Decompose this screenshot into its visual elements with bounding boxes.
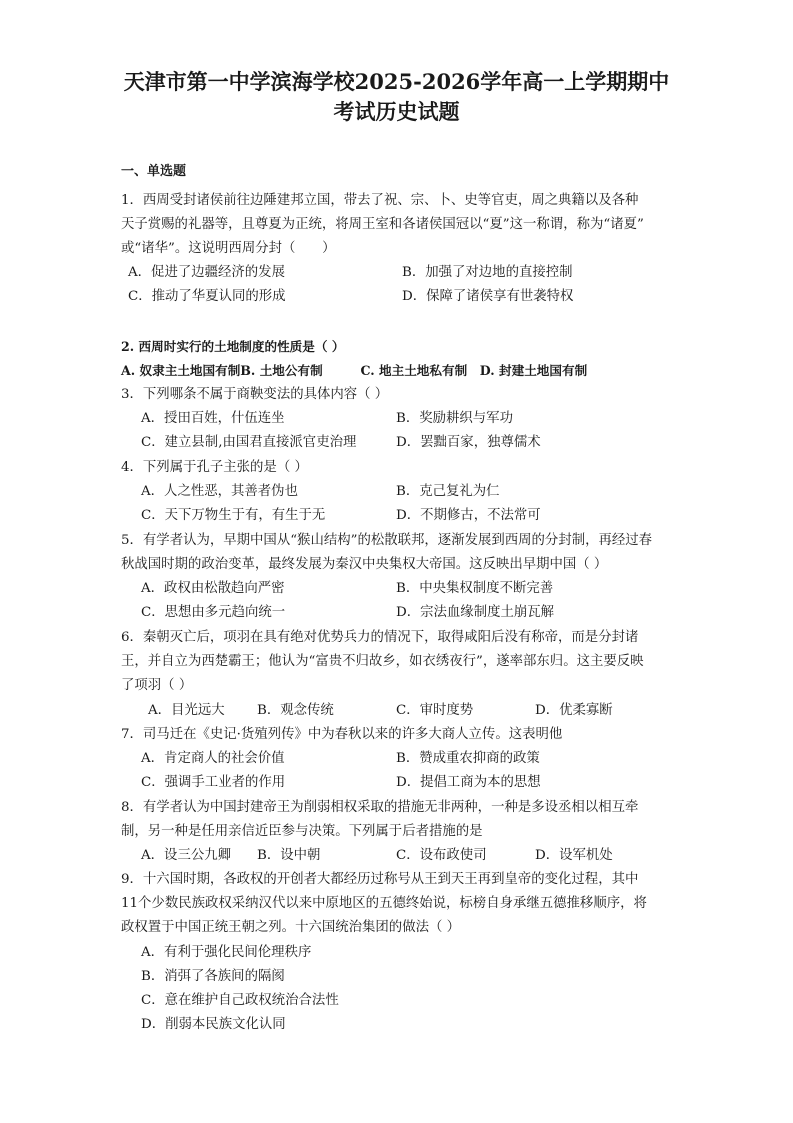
q6-stem-line3: 了项羽（ ）: [121, 678, 193, 693]
q4-option-a: A．人之性恶，其善者伪也: [141, 484, 298, 499]
q3-stem: 3．下列哪条不属于商鞅变法的具体内容（ ）: [121, 387, 389, 402]
q5-option-a: A．政权由松散趋向严密: [141, 581, 285, 596]
q1-option-b: B．加强了对边地的直接控制: [402, 265, 573, 280]
q9-option-b: B．消弭了各族间的隔阂: [141, 969, 285, 984]
q4-option-b: B．克己复礼为仁: [396, 484, 500, 499]
q1-stem-line3: 或“诸华”。这说明西周分封（ ）: [121, 241, 336, 256]
q8-option-d: D．设军机处: [535, 848, 613, 863]
q3-option-c: C．建立县制,由国君直接派官吏治理: [141, 435, 357, 450]
q2-stem: 2. 西周时实行的土地制度的性质是（ ）: [121, 339, 345, 354]
q5-option-b: B．中央集权制度不断完善: [396, 581, 554, 596]
q4-option-d: D．不期修古，不法常可: [396, 508, 541, 523]
q7-option-d: D．提倡工商为本的思想: [396, 775, 541, 790]
q1-option-a: A．促进了边疆经济的发展: [128, 265, 285, 280]
q9-option-d: D．削弱本民族文化认同: [141, 1017, 286, 1032]
q2-options: A. 奴隶主土地国有制B. 土地公有制 C. 地主土地私有制 D. 封建土地国有制: [121, 363, 588, 378]
q6-stem-line1: 6．秦朝灭亡后，项羽在具有绝对优势兵力的情况下，取得咸阳后没有称帝，而是分封诸: [121, 630, 639, 645]
q8-stem-line2: 制，另一种是任用亲信近臣参与决策。下列属于后者措施的是: [121, 824, 483, 839]
q9-option-a: A．有利于强化民间伦理秩序: [141, 945, 312, 960]
q5-option-c: C．思想由多元趋向统一: [141, 605, 286, 620]
q5-option-d: D．宗法血缘制度土崩瓦解: [396, 605, 555, 620]
q8-stem-line1: 8．有学者认为中国封建帝王为削弱相权采取的措施无非两种，一种是多设丞相以相互牵: [121, 800, 639, 815]
q3-option-d: D．罢黜百家，独尊儒术: [396, 435, 541, 450]
q6-stem-line2: 王，并自立为西楚霸王；他认为“富贵不归故乡，如衣绣夜行”，遂率部东归。这主要反映: [121, 654, 644, 669]
q5-stem-line2: 秋战国时期的政治变革，最终发展为秦汉中央集权大帝国。这反映出早期中国（ ）: [121, 557, 608, 572]
q6-option-b: B．观念传统: [257, 703, 334, 718]
q1-option-d: D．保障了诸侯享有世袭特权: [402, 289, 574, 304]
q9-option-c: C．意在维护自己政权统治合法性: [141, 993, 339, 1008]
q9-stem-line3: 政权置于中国正统王朝之列。十六国统治集团的做法（ ）: [121, 920, 461, 935]
q9-stem-line2: 11个少数民族政权采纳汉代以来中原地区的五德终始说，标榜自身承继五德推移顺序，将: [121, 896, 647, 911]
q3-option-a: A．授田百姓，什伍连坐: [141, 411, 285, 426]
q4-stem: 4．下列属于孔子主张的是（ ）: [121, 460, 308, 475]
q6-option-c: C．审时度势: [396, 703, 474, 718]
q5-stem-line1: 5．有学者认为，早期中国从“猴山结构”的松散联邦，逐渐发展到西周的分封制，再经过春: [121, 533, 653, 548]
q8-option-c: C．设布政使司: [396, 848, 487, 863]
q4-option-c: C．天下万物生于有，有生于无: [141, 508, 326, 523]
section-heading: 一、单选题: [121, 164, 187, 179]
q1-option-c: C．推动了华夏认同的形成: [128, 289, 286, 304]
q7-option-c: C．强调手工业者的作用: [141, 775, 286, 790]
q7-stem: 7．司马迁在《史记·货殖列传》中为春秋以来的许多大商人立传。这表明他: [121, 727, 563, 742]
q8-option-a: A．设三公九卿: [141, 848, 232, 863]
q1-stem-line2: 天子赏赐的礼器等，且尊夏为正统，将周王室和各诸侯国冠以“夏”这一称谓，称为“诸夏”: [121, 217, 644, 232]
doc-title-line1: 天津市第一中学滨海学校2025-2026学年高一上学期期中: [123, 69, 670, 94]
q1-stem-line1: 1．西周受封诸侯前往边陲建邦立国，带去了祝、宗、卜、史等官吏，周之典籍以及各种: [121, 193, 639, 208]
q6-option-d: D．优柔寡断: [535, 703, 613, 718]
q7-option-a: A．肯定商人的社会价值: [141, 751, 285, 766]
doc-title-line2: 考试历史试题: [333, 99, 460, 124]
q8-option-b: B．设中朝: [257, 848, 321, 863]
q9-stem-line1: 9．十六国时期，各政权的开创者大都经历过称号从王到天王再到皇帝的变化过程，其中: [121, 872, 639, 887]
q7-option-b: B．赞成重农抑商的政策: [396, 751, 540, 766]
q6-option-a: A．目光远大: [148, 703, 225, 718]
q3-option-b: B．奖励耕织与军功: [396, 411, 513, 426]
